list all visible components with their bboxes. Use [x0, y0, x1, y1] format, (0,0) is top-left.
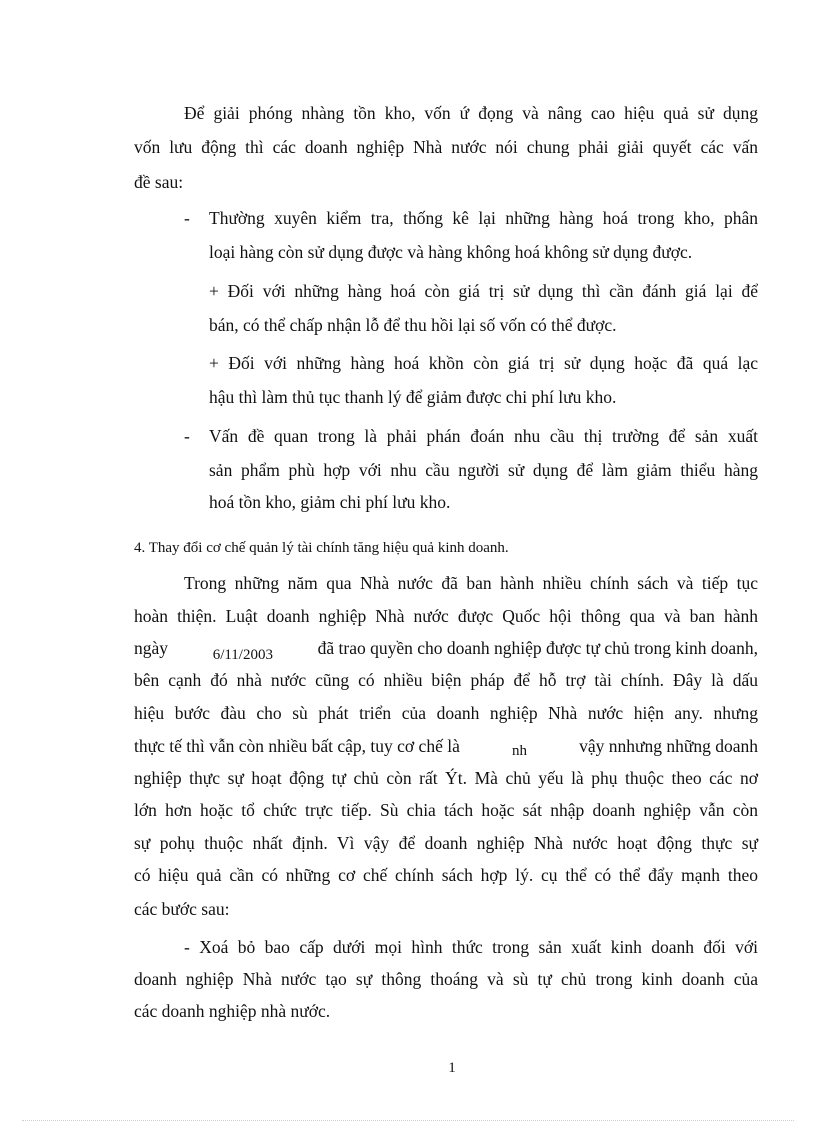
sub-item-2-line-2: hậu thì làm thủ tục thanh lý để giảm được chi phí lưu kho. [209, 387, 617, 407]
page-number: 1 [448, 1060, 456, 1076]
paragraph-2-line-6-end: vậy nnhưng những doanh [579, 736, 758, 756]
paragraph-2-line-8: lớn hơn hoặc tổ chức trực tiếp. Sù chia tách hoặc sát nhập doanh nghiệp vẫn còn [134, 800, 758, 820]
bullet-1-dash: - [184, 208, 190, 228]
date-text: 6/11/2003 [212, 647, 273, 663]
paragraph-2-line-4: bên cạnh đó nhà nước cũng có nhiều biện pháp để hỗ trợ tài chính. Đây là dấu [134, 670, 758, 690]
paragraph-2-line-5: hiệu bước đàu cho sù phát triển của doanh nghiệp Nhà nước hiện any. nhưng [134, 703, 758, 723]
paragraph-2-line-3-end: đã trao quyền cho doanh nghiệp được tự chủ trong kinh doanh, [317, 638, 758, 658]
bullet-2-line-3: hoá tồn kho, giảm chi phí lưu kho. [209, 492, 451, 512]
bullet-1-line-2: loại hàng còn sử dụng được và hàng không hoá không sử dụng được. [209, 242, 693, 262]
sub-item-1-line-1: + Đối với những hàng hoá còn giá trị sử dụng thì cần đánh giá lại để [209, 281, 758, 301]
sub-item-2-line-1: + Đối với những hàng hoá khồn còn giá trị sử dụng hoặc đã quá lạc [209, 353, 758, 373]
paragraph-2-line-10: có hiệu quả cần có những cơ chế chính sách hợp lý. cụ thể có thể đẩy mạnh theo [134, 865, 758, 885]
paragraph-1-line-1: Để giải phóng nhàng tồn kho, vốn ứ đọng và nâng cao hiệu quả sử dụng [184, 103, 758, 123]
paragraph-2-line-3 [134, 637, 758, 663]
paragraph-2-line-1: Trong những năm qua Nhà nước đã ban hành nhiều chính sách và tiếp tục [184, 573, 758, 593]
paragraph-2-line-7: nghiệp thực sự hoạt động tự chủ còn rất Ýt. Mà chủ yếu là phụ thuộc theo các nơ [134, 768, 758, 788]
section-heading: 4. Thay đổi cơ chế quản lý tài chính tăng hiệu quả kinh doanh. [134, 540, 509, 556]
paragraph-2-line-6-start: thực tế thì vẫn còn nhiều bất cập, tuy cơ chế là [134, 736, 460, 756]
bullet-2-line-1: Vấn đề quan trong là phải phán đoán nhu cầu thị trường để sản xuất [209, 426, 758, 446]
bullet-2-dash: - [184, 426, 190, 446]
paragraph-1-line-2: vốn lưu động thì các doanh nghiệp Nhà nước nói chung phải giải quyết các vấn [134, 137, 758, 157]
paragraph-3-line-1: - Xoá bỏ bao cấp dưới mọi hình thức trong sản xuất kinh doanh đối với [184, 937, 758, 957]
bullet-1-line-1: Thường xuyên kiểm tra, thống kê lại những hàng hoá trong kho, phân [209, 208, 758, 228]
page-bottom-divider [22, 1120, 794, 1121]
bullet-2-line-2: sản phẩm phù hợp với nhu cầu người sử dụng để làm giảm thiểu hàng [209, 460, 758, 480]
paragraph-2-line-6 [134, 735, 758, 757]
sub-item-1-line-2: bán, có thể chấp nhận lỗ để thu hồi lại số vốn có thể được. [209, 315, 617, 335]
paragraph-1-line-3: đề sau: [134, 172, 184, 192]
paragraph-2-line-6-inline: nh [511, 743, 527, 759]
paragraph-2-line-9: sự pohụ thuộc nhất định. Vì vậy để doanh nghiệp Nhà nước hoạt động thực sự [134, 833, 758, 853]
paragraph-2-line-11: các bước sau: [134, 899, 230, 919]
paragraph-2-line-3-start: ngày [134, 638, 169, 658]
paragraph-3-line-2: doanh nghiệp Nhà nước tạo sự thông thoáng và sù tự chủ trong kinh doanh của [134, 969, 758, 989]
paragraph-3-line-3: các doanh nghiệp nhà nước. [134, 1001, 331, 1021]
paragraph-2-line-2: hoàn thiện. Luật doanh nghiệp Nhà nước được Quốc hội thông qua và ban hành [134, 606, 758, 626]
